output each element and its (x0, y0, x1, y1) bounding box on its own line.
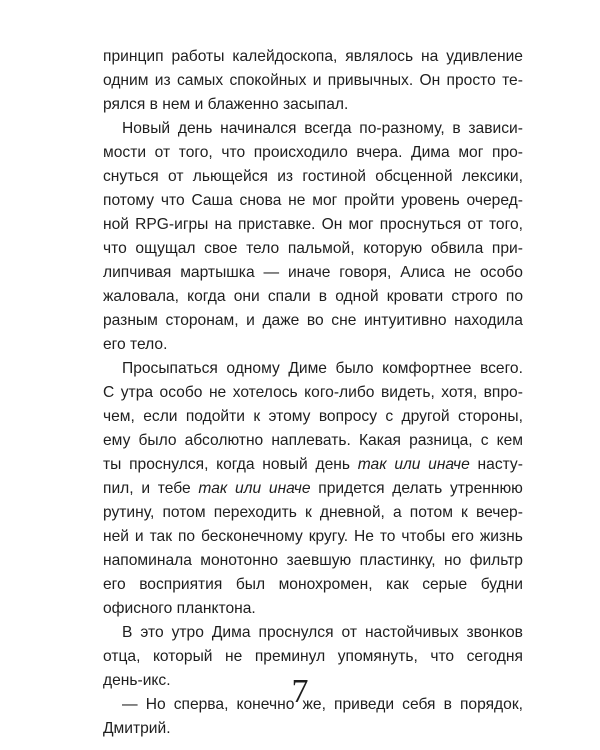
text-line: разным сторонам, и даже во сне интуитивно находила (103, 312, 523, 329)
text-line: офисного планктона. (103, 600, 256, 617)
text-line: ты проснулся, когда новый день так или иначе насту- (103, 456, 523, 473)
text-line: его тело. (103, 336, 168, 353)
text-line: ему было абсолютно наплевать. Какая разница, с кем (103, 432, 523, 449)
text-line: рялся в нем и блаженно засыпал. (103, 96, 349, 113)
text-line: Новый день начинался всегда по-разному, в зависи- (122, 120, 523, 137)
paragraph (103, 357, 523, 621)
text-line: жаловала, когда они спали в одной кровати строго по (103, 288, 523, 305)
text-line: чем, если подойти к этому вопросу с другой стороны, (103, 408, 523, 425)
text-line: напоминала монотонно заевшую пластинку, но фильтр (103, 552, 523, 569)
text-line: рутину, потом переходить к дневной, а потом к вечер- (103, 504, 523, 521)
page-number: 7 (291, 673, 309, 710)
text-line: одним из самых спокойных и привычных. Он просто те- (103, 72, 523, 89)
text-line: день-икс. (103, 672, 171, 689)
text-line: ней и так по бесконечному кругу. Не то чтобы его жизнь (103, 528, 523, 545)
text-line: Просыпаться одному Диме было комфортнее всего. (122, 360, 523, 377)
text-line: С утра особо не хотелось кого-либо видеть, хотя, впро- (103, 384, 523, 401)
text-line: мости от того, что происходило вчера. Дима мог про- (103, 144, 523, 161)
text-line: снуться от льющейся из гостиной обсценной лексики, (103, 168, 523, 185)
text-line: — Но сперва, конечно же, приведи себя в порядок, (122, 696, 523, 713)
body-text (103, 45, 523, 741)
text-line: что ощущал свое тело пальмой, которую обвила при- (103, 240, 523, 257)
text-line: его восприятия был монохромен, как серые будни (103, 576, 523, 593)
text-line: пил, и тебе так или иначе придется делать утреннюю (103, 480, 523, 497)
text-line: липчивая мартышка — иначе говоря, Алиса не особо (103, 264, 523, 281)
paragraph (103, 45, 523, 117)
text-line: ной RPG-игры на приставке. Он мог проснуться от того, (103, 216, 523, 233)
text-line: принцип работы калейдоскопа, являлось на удивление (103, 48, 523, 65)
text-line: Дмитрий. (103, 720, 171, 737)
text-line: отца, который не преминул упомянуть, что сегодня (103, 648, 523, 665)
text-line: В это утро Дима проснулся от настойчивых звонков (122, 624, 523, 641)
paragraph (103, 117, 523, 357)
text-line: потому что Саша снова не мог пройти уровень очеред- (103, 192, 523, 209)
